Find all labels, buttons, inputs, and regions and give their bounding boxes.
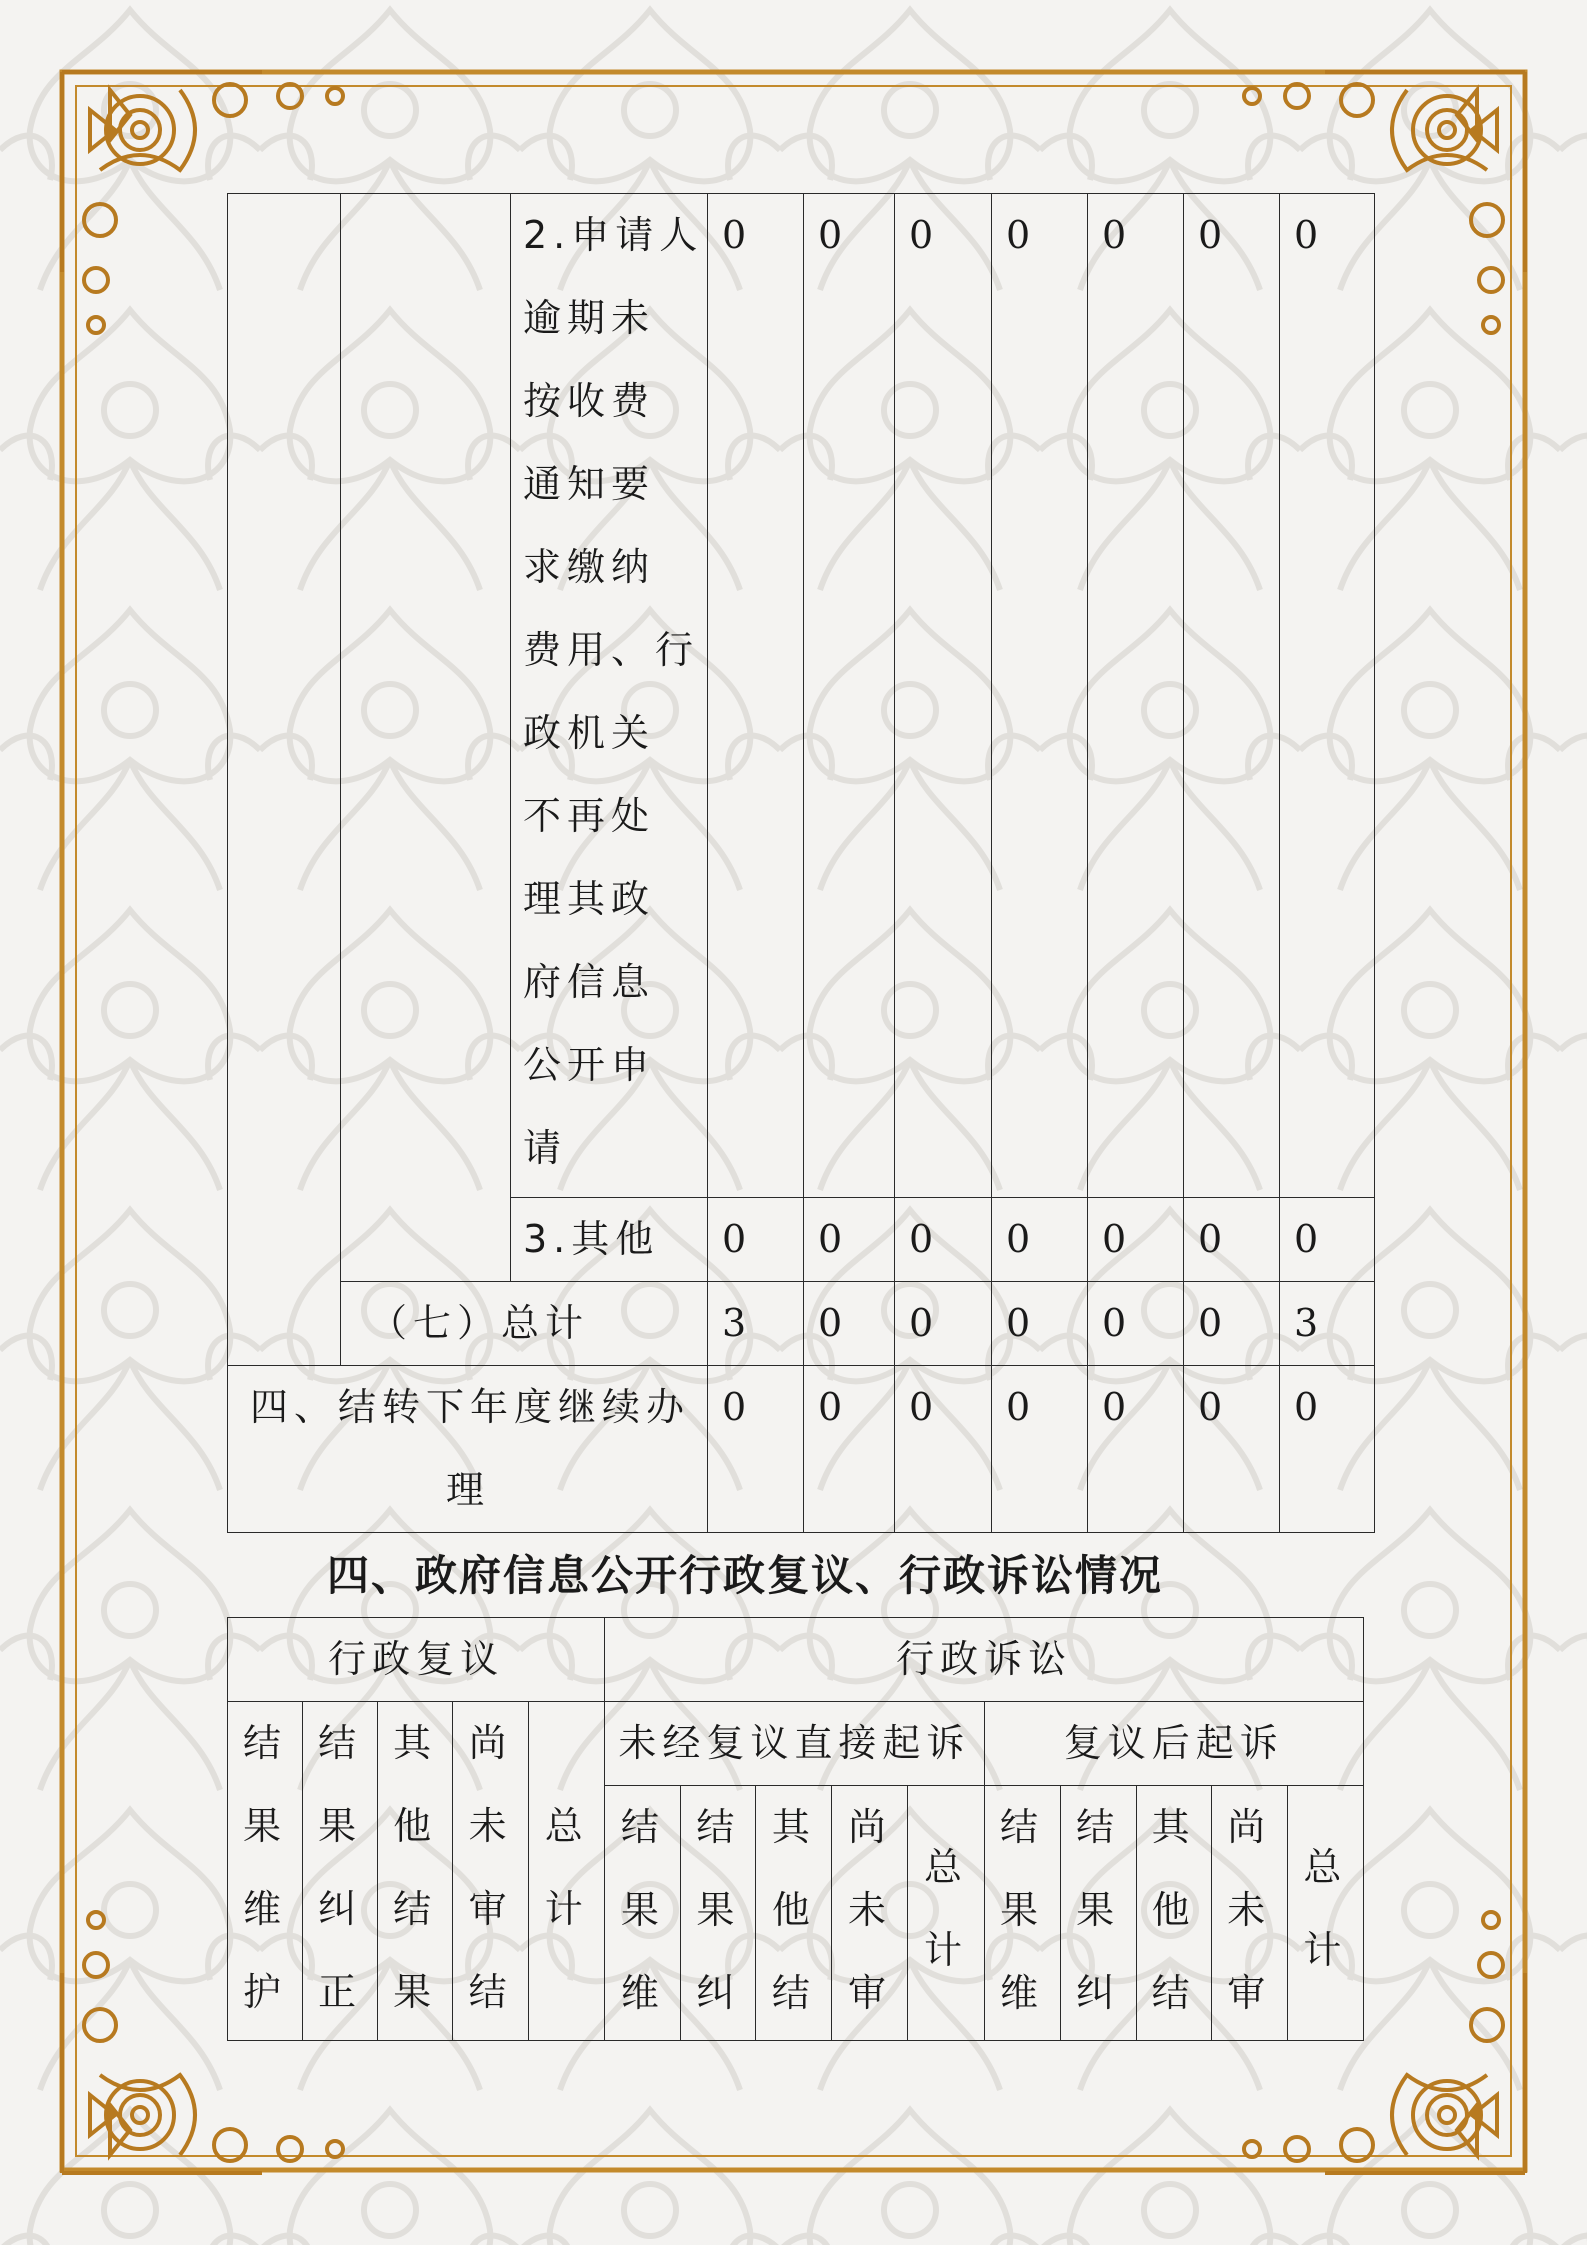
cell-value: 0 bbox=[1088, 1282, 1184, 1366]
review-col-header: 结 果 纠 正 bbox=[303, 1702, 378, 2041]
table-row bbox=[228, 194, 1375, 1198]
cell-value: 0 bbox=[804, 194, 895, 1198]
cell-value: 0 bbox=[1088, 1198, 1184, 1282]
cell-value: 0 bbox=[1280, 1366, 1375, 1533]
row-label-overdue-fee: 2.申请人 逾期未 按收费 通知要 求缴纳 费用、行 政机关 不再处 理其政 府信息 公开申 请 bbox=[511, 194, 708, 1198]
direct-col-header-total: 总 计 bbox=[908, 1786, 984, 2041]
section-title: 四、政府信息公开行政复议、行政诉讼情况 bbox=[327, 1551, 1164, 1600]
cell-value: 0 bbox=[804, 1282, 895, 1366]
table-row bbox=[228, 1366, 1375, 1533]
direct-col-header: 结 果 纠 bbox=[681, 1786, 756, 2041]
cell-value: 0 bbox=[708, 194, 804, 1198]
cell-value: 0 bbox=[1088, 1366, 1184, 1533]
cell-value: 0 bbox=[804, 1366, 895, 1533]
after-col-header-total: 总 计 bbox=[1287, 1786, 1363, 2041]
blank-cell bbox=[341, 194, 511, 1282]
cell-value: 0 bbox=[895, 1198, 992, 1282]
header-direct-suit: 未经复议直接起诉 bbox=[605, 1702, 984, 1786]
cell-value: 0 bbox=[1184, 1198, 1280, 1282]
cell-value: 0 bbox=[992, 1366, 1088, 1533]
table-row bbox=[228, 1282, 1375, 1366]
cell-value: 0 bbox=[708, 1198, 804, 1282]
cell-value: 0 bbox=[1280, 194, 1375, 1198]
after-col-header: 尚 未 审 bbox=[1211, 1786, 1287, 2041]
cell-value: 0 bbox=[895, 1282, 992, 1366]
cell-value: 0 bbox=[895, 194, 992, 1198]
blank-cell bbox=[228, 194, 341, 1366]
after-col-header: 结 果 维 bbox=[984, 1786, 1060, 2041]
review-col-header: 尚 未 审 结 bbox=[453, 1702, 529, 2041]
cell-value: 0 bbox=[895, 1366, 992, 1533]
header-admin-review: 行政复议 bbox=[228, 1618, 605, 1702]
review-col-header: 其 他 结 果 bbox=[378, 1702, 453, 2041]
cell-value: 0 bbox=[992, 194, 1088, 1198]
table-row bbox=[228, 1702, 1364, 1786]
cell-value: 0 bbox=[1280, 1198, 1375, 1282]
table-row bbox=[228, 1618, 1364, 1702]
row-label-total: （七）总计 bbox=[341, 1282, 708, 1366]
header-admin-litigation: 行政诉讼 bbox=[605, 1618, 1364, 1702]
row-label-other: 3.其他 bbox=[511, 1198, 708, 1282]
review-litigation-table bbox=[227, 1617, 1364, 2041]
after-col-header: 其 他 结 bbox=[1136, 1786, 1211, 2041]
cell-value: 0 bbox=[1184, 194, 1280, 1198]
row-label-carryover: 四、结转下年度继续办 理 bbox=[228, 1366, 708, 1533]
cell-value: 0 bbox=[1088, 194, 1184, 1198]
after-col-header: 结 果 纠 bbox=[1060, 1786, 1136, 2041]
cell-value: 3 bbox=[708, 1282, 804, 1366]
review-col-header: 结 果 维 护 bbox=[228, 1702, 303, 2041]
cell-value: 3 bbox=[1280, 1282, 1375, 1366]
cell-value: 0 bbox=[992, 1198, 1088, 1282]
cell-value: 0 bbox=[1184, 1366, 1280, 1533]
review-col-header-total: 总 计 bbox=[529, 1702, 605, 2041]
processing-results-table bbox=[227, 193, 1375, 1533]
direct-col-header: 结 果 维 bbox=[605, 1786, 681, 2041]
cell-value: 0 bbox=[708, 1366, 804, 1533]
header-suit-after-review: 复议后起诉 bbox=[984, 1702, 1363, 1786]
direct-col-header: 其 他 结 bbox=[756, 1786, 832, 2041]
cell-value: 0 bbox=[804, 1198, 895, 1282]
cell-value: 0 bbox=[1184, 1282, 1280, 1366]
direct-col-header: 尚 未 审 bbox=[832, 1786, 908, 2041]
cell-value: 0 bbox=[992, 1282, 1088, 1366]
